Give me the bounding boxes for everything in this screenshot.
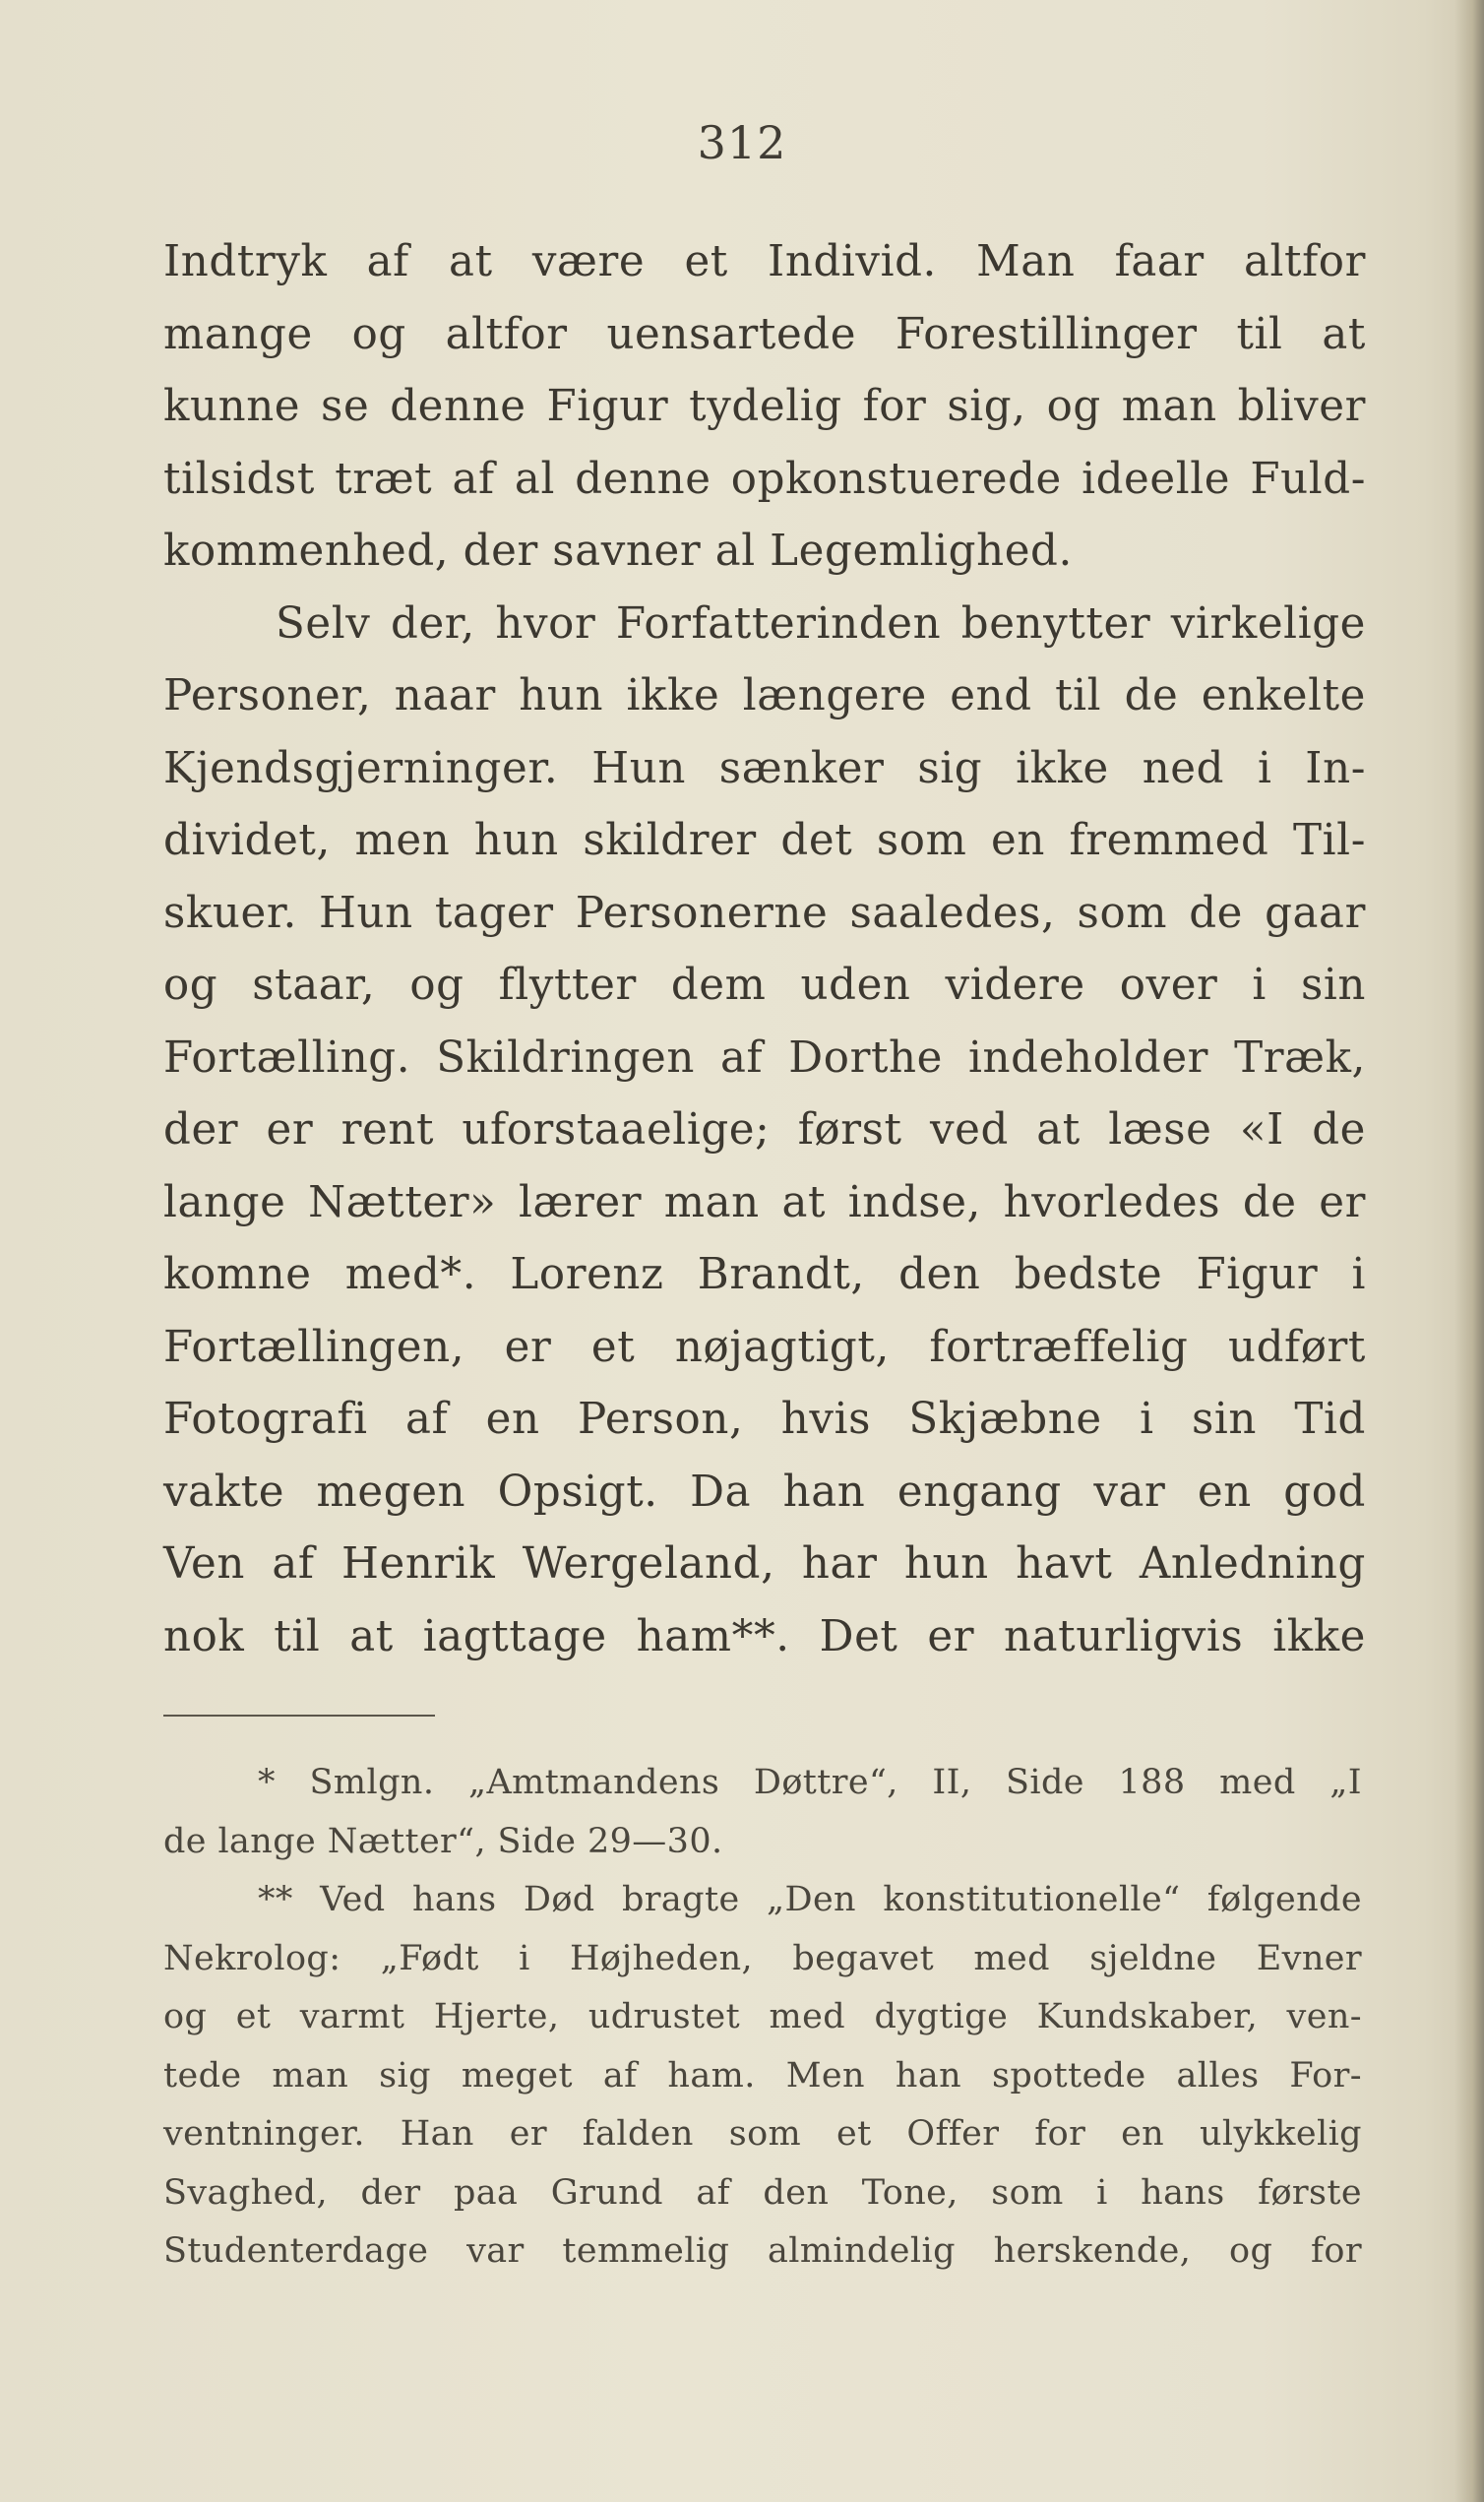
footnote-line: og et varmt Hjerte, udrustet med dygtige Kundskaber, ven-	[163, 1997, 1362, 2036]
text-line: Fotografi af en Person, hvis Skjæbne i sin Tid	[163, 1395, 1366, 1444]
text-line: lange Nætter» lærer man at indse, hvorledes de er	[163, 1177, 1366, 1227]
text-line: skuer. Hun tager Personerne saaledes, som de gaar	[163, 888, 1366, 938]
text-line: dividet, men hun skildrer det som en fremmed Til-	[163, 816, 1366, 865]
text-line: Personer, naar hun ikke længere end til de enkelte	[163, 671, 1366, 720]
footnote-divider	[163, 1715, 435, 1717]
text-line: Kjendsgjerninger. Hun sænker sig ikke ned i In-	[163, 743, 1366, 793]
text-line: mange og altfor uensartede Forestillinger til at	[163, 309, 1366, 359]
text-line: Indtryk af at være et Individ. Man faar altfor	[163, 237, 1366, 286]
text-line: Fortællingen, er et nøjagtigt, fortræffelig udført	[163, 1322, 1366, 1372]
text-line: Selv der, hvor Forfatterinden benytter virkelige	[276, 598, 1366, 649]
main-text	[163, 226, 1366, 1673]
footnote-line: Svaghed, der paa Grund af den Tone, som i hans første	[163, 2172, 1362, 2213]
page-edge-shadow	[1454, 0, 1484, 2502]
text-line: tilsidst træt af al denne opkonstuerede ideelle Fuld-	[163, 454, 1366, 504]
text-line: nok til at iagttage ham**. Det er naturligvis ikke	[163, 1611, 1366, 1661]
text-line: Fortælling. Skildringen af Dorthe indeholder Træk,	[163, 1032, 1366, 1083]
text-line: kommenhed, der savner al Legemlighed.	[163, 527, 1073, 576]
footnote-line: Nekrolog: „Født i Højheden, begavet med sjeldne Evner	[163, 1938, 1362, 1978]
text-line: der er rent uforstaaelige; først ved at læse «I de	[163, 1105, 1366, 1155]
text-line: Ven af Henrik Wergeland, har hun havt Anledning	[163, 1539, 1366, 1589]
footnotes	[163, 1754, 1362, 2282]
footnote-line: ventninger. Han er falden som et Offer for en ulykkelig	[163, 2114, 1362, 2154]
footnote-line: Studenterdage var temmelig almindelig herskende, og for	[163, 2231, 1362, 2271]
page-number: 312	[697, 116, 787, 169]
footnote-line: de lange Nætter“, Side 29—30.	[163, 1821, 723, 1861]
footnote-line: ** Ved hans Død bragte „Den konstitutionelle“ følgende	[258, 1880, 1362, 1919]
text-line: vakte megen Opsigt. Da han engang var en god	[163, 1467, 1366, 1517]
footnote-line: tede man sig meget af ham. Men han spottede alles For-	[163, 2055, 1362, 2095]
text-line: og staar, og flytter dem uden videre over i sin	[163, 961, 1366, 1010]
footnote-line: * Smlgn. „Amtmandens Døttre“, II, Side 188 med „I	[258, 1763, 1362, 1802]
text-line: komne med*. Lorenz Brandt, den bedste Figur i	[163, 1250, 1366, 1299]
text-line: kunne se denne Figur tydelig for sig, og man bliver	[163, 382, 1366, 431]
